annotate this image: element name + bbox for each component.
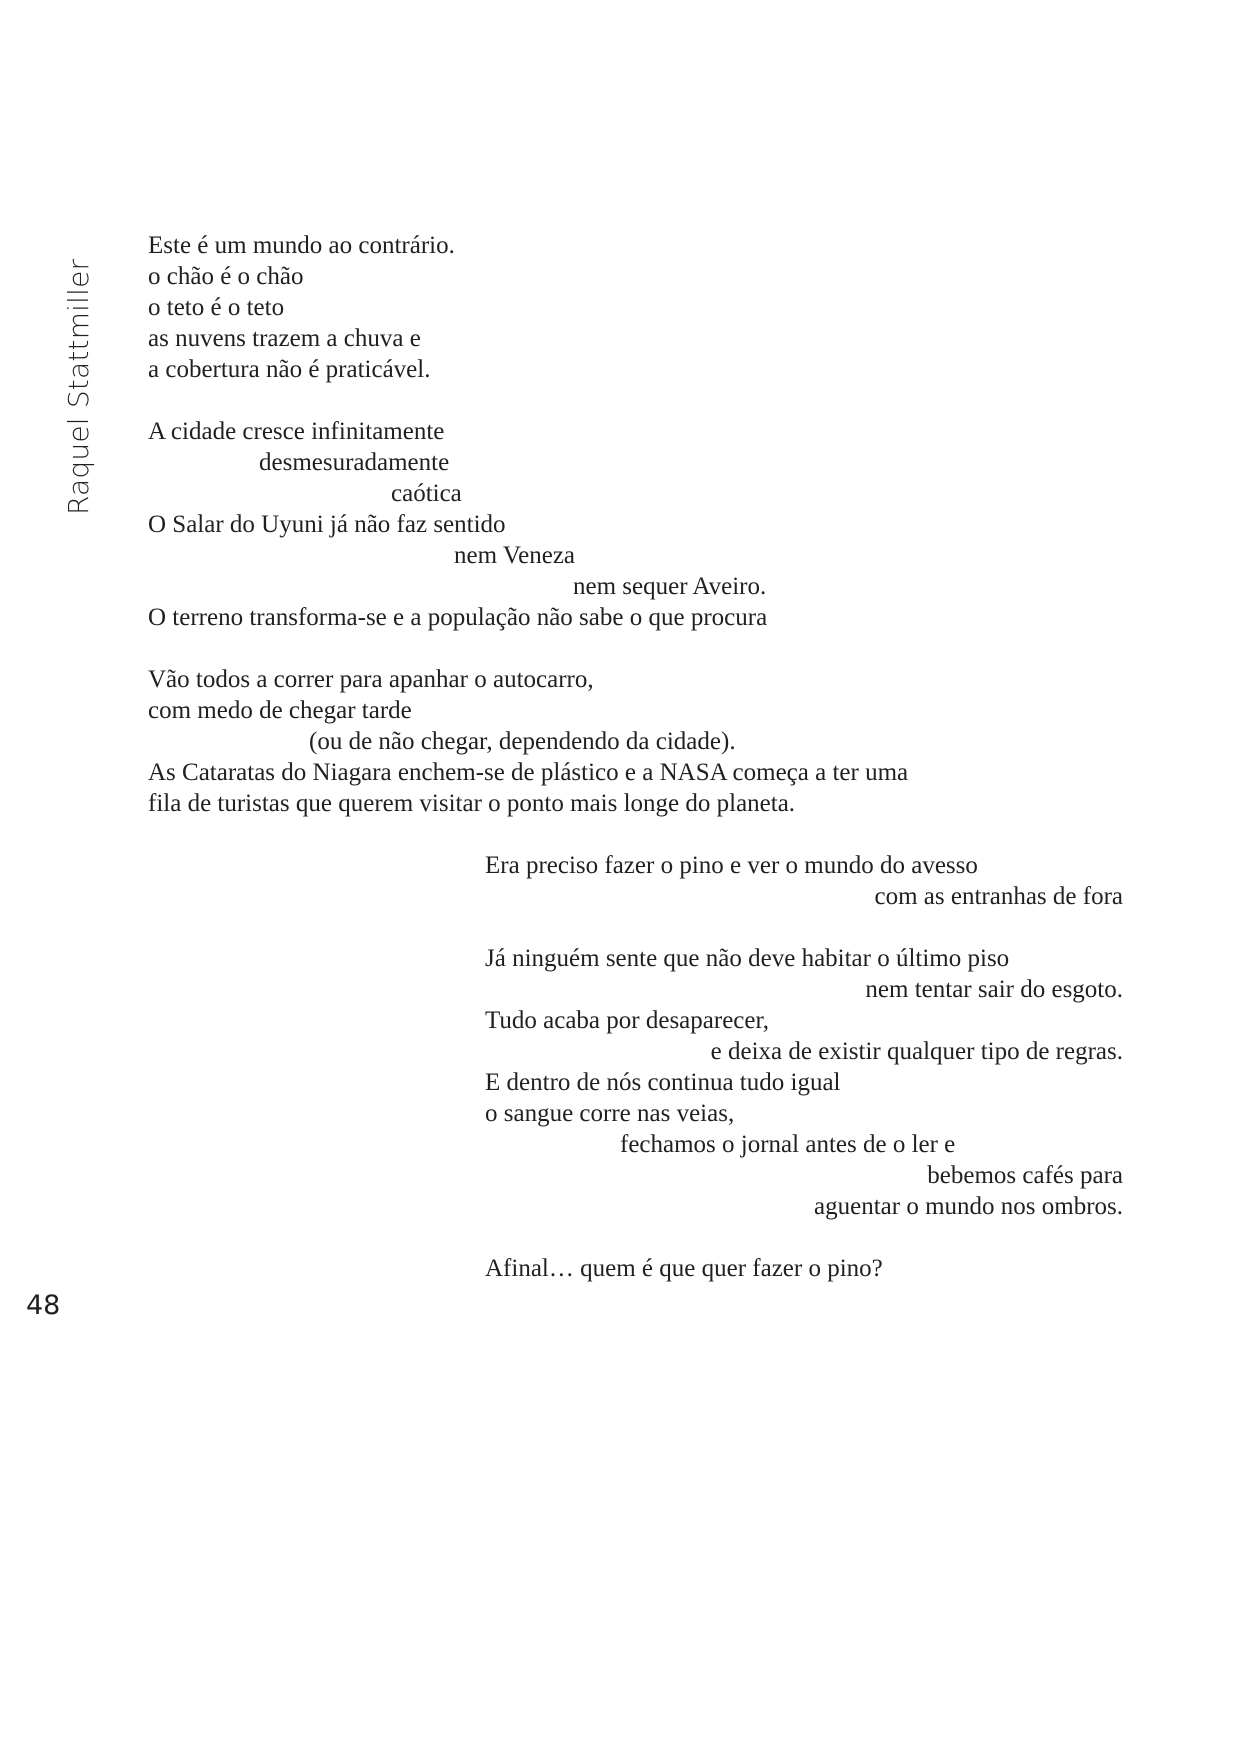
poem-line: E dentro de nós continua tudo igual [485,1069,841,1096]
poem-line: As Cataratas do Niagara enchem-se de plástico e a NASA começa a ter uma [148,759,909,786]
poem-line: com medo de chegar tarde [148,697,412,724]
poem-line: o teto é o teto [148,294,285,321]
poem-line: nem Veneza [454,542,576,569]
poem-line: O Salar do Uyuni já não faz sentido [148,511,506,538]
poem-line: o sangue corre nas veias, [485,1100,735,1127]
poem-line: Tudo acaba por desaparecer, [485,1007,770,1034]
poem-line: bebemos cafés para [927,1162,1123,1189]
poem-line: a cobertura não é praticável. [148,356,431,383]
poem-line: caótica [391,480,462,507]
poem-line: o chão é o chão [148,263,304,290]
poem-line: Era preciso fazer o pino e ver o mundo do avesso [485,852,978,879]
poem-line: e deixa de existir qualquer tipo de regras. [710,1038,1123,1065]
poem-line: O terreno transforma-se e a população não sabe o que procura [148,604,768,631]
poem-line: nem tentar sair do esgoto. [865,976,1123,1003]
author-name: Raquel Stattmiller [62,258,95,515]
poem-line: desmesuradamente [259,449,450,476]
poem-line: com as entranhas de fora [874,883,1123,910]
poem-line: A cidade cresce infinitamente [148,418,445,445]
poem-line: Já ninguém sente que não deve habitar o último piso [485,945,1010,972]
page-number: 48 [26,1290,61,1321]
poem-line: Este é um mundo ao contrário. [148,232,455,259]
poem-line: as nuvens trazem a chuva e [148,325,421,352]
poem-line: Vão todos a correr para apanhar o autocarro, [148,666,594,693]
poem-line: fila de turistas que querem visitar o ponto mais longe do planeta. [148,790,796,817]
poem-line: Afinal… quem é que quer fazer o pino? [485,1255,883,1282]
poem-line: (ou de não chegar, dependendo da cidade). [309,728,736,755]
poem-line: aguentar o mundo nos ombros. [814,1193,1123,1220]
poem-line: fechamos o jornal antes de o ler e [620,1131,956,1158]
poem-line: nem sequer Aveiro. [573,573,767,600]
